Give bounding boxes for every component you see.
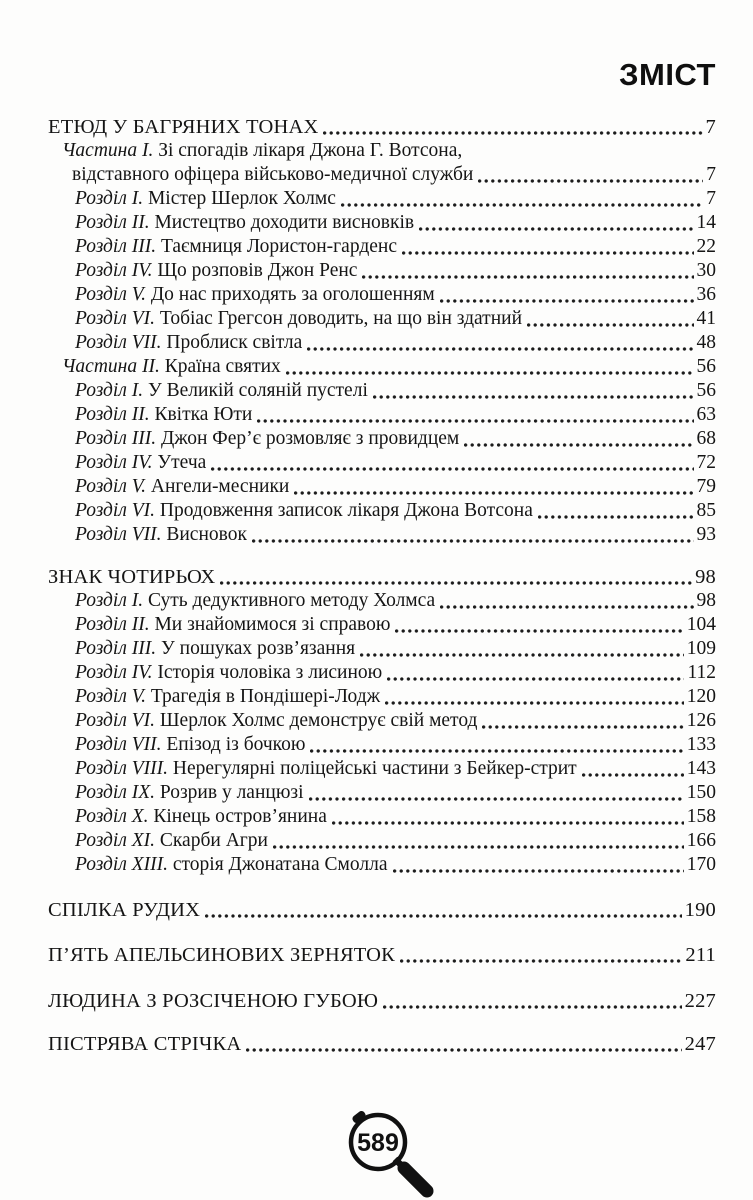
toc-entry [75,661,716,685]
dot-leader [257,419,693,423]
toc-page-number: 68 [696,428,716,449]
toc-page-number: 104 [686,614,716,635]
toc-page-number: 56 [696,356,716,377]
dot-leader [286,371,694,375]
toc-entry-label: Розділ III. Таємниця Лористон-гарденс [75,236,397,257]
toc-page-number: 48 [696,332,716,353]
toc-page-number: 79 [696,476,716,497]
dot-leader [273,845,684,849]
toc-entry-prefix: Розділ II. [75,404,155,425]
toc-entry-label: П’ЯТЬ АПЕЛЬСИНОВИХ ЗЕРНЯТОК [48,944,396,966]
toc-entry [75,685,716,709]
toc-entry-prefix: Розділ IV. [75,662,158,683]
dot-leader [323,131,702,135]
dot-leader [310,749,683,753]
toc-entry-label: ЗНАК ЧОТИРЬОХ [48,566,216,588]
dot-leader [527,323,693,327]
toc-page-number: 158 [686,806,716,827]
toc-page-number: 190 [684,899,716,921]
toc-entry-label: Розділ IX. Розрив у ланцюзі [75,782,304,803]
toc-entry [72,163,716,187]
dot-leader [360,653,684,657]
toc-entry [75,733,716,757]
toc-entry [48,943,716,967]
toc-entry-prefix: Розділ VII. [75,524,167,545]
toc-entry [75,613,716,637]
toc-entry-prefix: Розділ III. [75,638,161,659]
toc-entry-label: Розділ III. У пошуках розв’язання [75,638,356,659]
toc-page-number: 109 [686,638,716,659]
toc-entry [75,829,716,853]
toc-page-number: 56 [696,380,716,401]
toc-page-number: 41 [696,308,716,329]
dot-leader [309,797,684,801]
toc-entry [75,475,716,499]
toc-entry-prefix: Розділ X. [75,806,154,827]
toc-entry [75,331,716,355]
dot-leader [419,227,693,231]
toc-entry [62,355,716,379]
toc-entry [75,523,716,547]
toc-entry [75,853,716,877]
toc-entry-prefix: Розділ IV. [75,452,158,473]
toc-entry-prefix: Розділ VIII. [75,758,173,779]
toc-entry [75,259,716,283]
dot-leader [246,1048,681,1052]
dot-leader [385,701,684,705]
toc-page-number: 211 [685,944,716,966]
toc-page-number: 120 [686,686,716,707]
toc-entry-prefix: Частина I. [62,140,159,161]
toc-page-number: 247 [684,1033,716,1055]
toc-entry-label: Частина II. Країна святих [62,356,281,377]
toc-page-number: 93 [696,524,716,545]
toc-entry-prefix: Розділ I. [75,590,148,611]
toc-entry-label: Розділ I. Містер Шерлок Холмс [75,188,336,209]
dot-leader [440,299,694,303]
toc-entry-prefix: Розділ V. [75,284,151,305]
dot-leader [400,959,682,963]
toc-entry-label: Розділ XIII. сторія Джонатана Смолла [75,854,388,875]
toc-entry [75,589,716,613]
toc-page-number: 30 [696,260,716,281]
toc-entry-prefix: Розділ IV. [75,260,158,281]
toc-entry-label: Розділ II. Ми знайомимося зі справою [75,614,391,635]
dot-leader [395,629,683,633]
toc-entry [62,139,716,163]
toc-entry-prefix: Розділ I. [75,188,148,209]
toc-page-number: 112 [687,662,716,683]
toc-page-number: 150 [686,782,716,803]
toc-entry [48,565,716,589]
toc-entry-label: Розділ IV. Історія чоловіка з лисиною [75,662,383,683]
toc-page-number: 72 [696,452,716,473]
dot-leader [294,491,693,495]
toc-entry-label: Розділ V. Трагедія в Пондішері-Лодж [75,686,381,707]
toc-entry [48,1032,716,1056]
dot-leader [440,605,693,609]
toc-page-number: 7 [705,116,716,138]
toc-entry-label: Розділ I. Суть дедуктивного методу Холмса [75,590,436,611]
toc-page-number: 143 [686,758,716,779]
toc-entry [48,989,716,1013]
toc-entry-label: Розділ VI. Шерлок Холмс демонструє свій метод [75,710,478,731]
dot-leader [387,677,684,681]
toc-page-number: 22 [696,236,716,257]
toc-entry-prefix: Розділ V. [75,476,151,497]
toc-page-number: 133 [686,734,716,755]
toc-page-number: 14 [696,212,716,233]
toc-page-number: 36 [696,284,716,305]
dot-leader [205,914,682,918]
dot-leader [482,725,683,729]
dot-leader [464,443,693,447]
toc-entry-label: Розділ III. Джон Фер’є розмовляє з провидцем [75,428,460,449]
toc-entry-label: Розділ IV. Що розповів Джон Ренс [75,260,358,281]
toc-entry-prefix: Розділ XI. [75,830,160,851]
dot-leader [373,395,694,399]
toc-entry-label: Розділ VII. Проблиск світла [75,332,303,353]
dot-leader [362,275,693,279]
toc-entry [75,709,716,733]
magnifying-glass-icon [330,1104,445,1200]
dot-leader [307,347,693,351]
toc-entry-prefix: Розділ VI. [75,500,160,521]
toc-entry-prefix: Розділ VI. [75,710,160,731]
toc-page-number: 166 [686,830,716,851]
toc-entry-label: СПІЛКА РУДИХ [48,899,201,921]
toc-entry-label: Розділ VII. Висновок [75,524,247,545]
toc-entry [75,307,716,331]
toc-entry-label: Розділ V. Ангели-месники [75,476,290,497]
toc-entry [75,427,716,451]
toc-page-number: 126 [686,710,716,731]
toc-entry [75,211,716,235]
page-title: ЗМІСТ [619,57,716,92]
toc-entry-prefix: Розділ VII. [75,332,167,353]
dot-leader [220,581,692,585]
toc-entry-prefix: Розділ VII. [75,734,167,755]
dot-leader [582,773,684,777]
toc-entry-prefix: Розділ II. [75,614,155,635]
toc-page-number: 170 [686,854,716,875]
toc-entry [75,235,716,259]
dot-leader [252,539,694,543]
toc-page-number: 227 [684,990,716,1012]
toc-entry [75,805,716,829]
toc-entry [75,781,716,805]
toc-entry-label: Розділ VII. Епізод із бочкою [75,734,306,755]
toc-entry [75,757,716,781]
toc-entry-label: Розділ II. Квітка Юти [75,404,253,425]
toc-entry-label: Розділ X. Кінець остров’янина [75,806,327,827]
dot-leader [402,251,694,255]
footer-page-number: 589 [357,1129,399,1157]
toc-page-number: 98 [696,590,716,611]
toc-entry-label: Частина I. Зі спогадів лікаря Джона Г. Вотсона, [62,140,463,161]
toc-entry-prefix: Розділ III. [75,428,161,449]
toc-entry-label: Розділ VI. Продовження записок лікаря Джона Вотсона [75,500,533,521]
toc-entry [75,283,716,307]
toc-list [48,115,716,1056]
toc-entry-label: ЛЮДИНА З РОЗСІЧЕНОЮ ГУБОЮ [48,990,379,1012]
toc-entry-prefix: Розділ XIII. [75,854,173,875]
dot-leader [393,869,684,873]
toc-entry [75,403,716,427]
toc-entry-label: Розділ XI. Скарби Агри [75,830,268,851]
toc-page-number: 7 [706,188,716,209]
dot-leader [341,203,703,207]
toc-entry-label: Розділ IV. Утеча [75,452,207,473]
dot-leader [538,515,694,519]
toc-entry [75,451,716,475]
toc-entry [75,187,716,211]
dot-leader [332,821,684,825]
toc-entry-prefix: Розділ III. [75,236,161,257]
dot-leader [478,179,703,183]
toc-entry [48,898,716,922]
toc-entry-prefix: Розділ I. [75,380,148,401]
toc-content [48,58,716,1056]
toc-entry-label: Розділ I. У Великій соляній пустелі [75,380,368,401]
toc-page-number: 7 [706,164,716,185]
toc-entry-label: Розділ II. Мистецтво доходити висновків [75,212,415,233]
toc-page-number: 85 [696,500,716,521]
toc-entry-prefix: Розділ IX. [75,782,160,803]
toc-entry-prefix: Розділ II. [75,212,155,233]
toc-entry-prefix: Розділ VI. [75,308,160,329]
toc-page-number: 98 [695,566,716,588]
toc-entry [75,379,716,403]
toc-entry-prefix: Розділ V. [75,686,151,707]
toc-entry-label: ПІСТРЯВА СТРІЧКА [48,1033,242,1055]
toc-entry-label: відставного офіцера військово-медичної служби [72,164,474,185]
toc-entry [75,499,716,523]
toc-entry-label: ЕТЮД У БАГРЯНИХ ТОНАХ [48,116,319,138]
toc-entry-label: Розділ V. До нас приходять за оголошенням [75,284,435,305]
toc-entry-label: Розділ VI. Тобіас Грегсон доводить, на що він здатний [75,308,523,329]
toc-entry-prefix: Частина II. [62,356,165,377]
toc-entry [75,637,716,661]
toc-page-number: 63 [696,404,716,425]
toc-entry [48,115,716,139]
toc-entry-label: Розділ VIII. Нерегулярні поліцейські частини з Бейкер-стрит [75,758,577,779]
dot-leader [383,1005,682,1009]
dot-leader [211,467,693,471]
